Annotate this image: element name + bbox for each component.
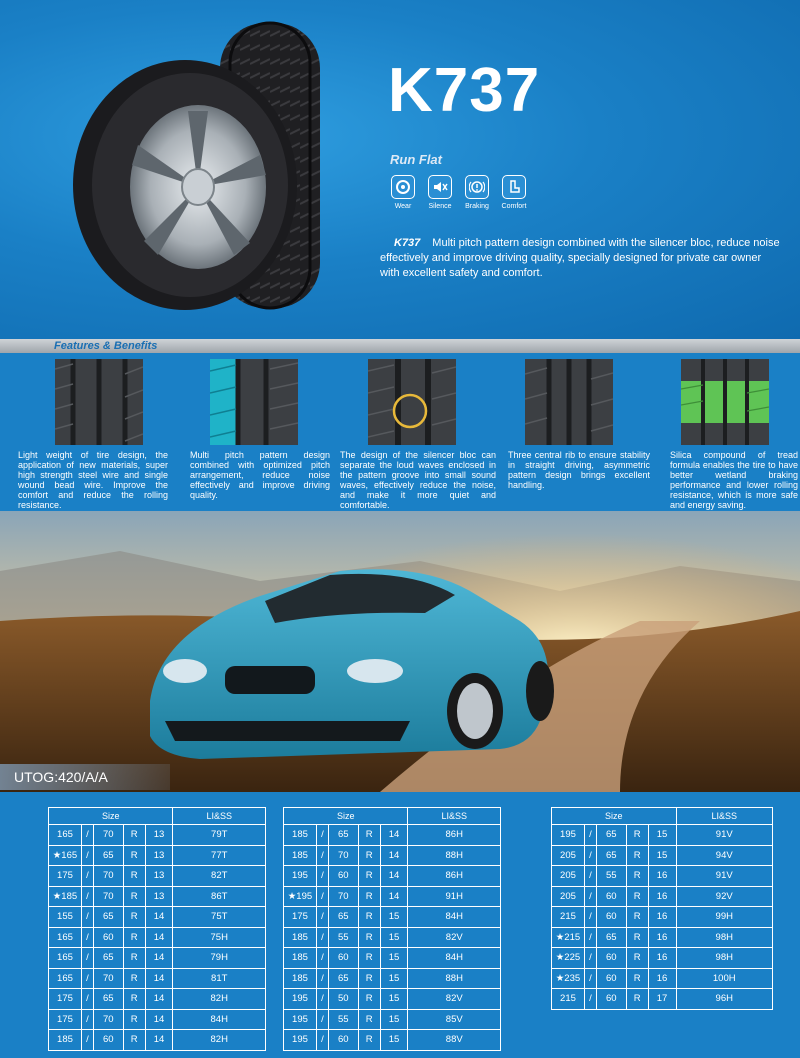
description-model-code: K737 [394, 237, 421, 249]
table-cell: / [584, 886, 596, 907]
comfort-icon [502, 175, 526, 199]
table-cell: 91H [408, 886, 501, 907]
table-cell: 70 [93, 866, 123, 887]
description-text: Multi pitch pattern design combined with the silencer bloc, reduce noise effectively and improve driving quality, specially designed for private car owner with excellent safety and comfort. [380, 237, 780, 279]
table-cell: 65 [328, 825, 358, 846]
table-cell: 185 [49, 1030, 82, 1051]
table-cell: / [316, 886, 328, 907]
table-cell: R [626, 948, 648, 969]
table-cell: 65 [93, 845, 123, 866]
table-cell: 195 [284, 989, 317, 1010]
table-cell: 60 [596, 948, 626, 969]
table-cell: 82H [173, 1030, 266, 1051]
table-cell: 185 [284, 968, 317, 989]
table-row [49, 866, 266, 887]
table-cell: / [81, 1009, 93, 1030]
table-cell: 70 [93, 886, 123, 907]
table-cell: 15 [380, 927, 408, 948]
table-row [49, 927, 266, 948]
table-row [284, 968, 501, 989]
table-cell: 86H [408, 825, 501, 846]
table-cell: 50 [328, 989, 358, 1010]
table-cell: R [626, 927, 648, 948]
table-cell: 65 [93, 989, 123, 1010]
table-cell: 13 [145, 825, 173, 846]
table-cell: R [123, 1009, 145, 1030]
table-cell: R [358, 825, 380, 846]
table-cell: / [584, 989, 596, 1010]
table-cell: ★215 [552, 927, 585, 948]
table-cell: 14 [145, 907, 173, 928]
table-cell: 195 [284, 866, 317, 887]
table-cell: / [81, 1030, 93, 1051]
table-row [49, 948, 266, 969]
feature-2-tread-image [210, 359, 298, 445]
wear-icon [391, 175, 415, 199]
table-cell: 55 [328, 927, 358, 948]
table-cell: R [123, 1030, 145, 1051]
table-cell: / [584, 927, 596, 948]
table-cell: R [123, 825, 145, 846]
table-cell: / [81, 968, 93, 989]
table-cell: R [358, 948, 380, 969]
feature-3-text: The design of the silencer bloc can separate the loud waves enclosed in the pattern groove into small sound waves, effectively reduce the noise, and make it more quiet and comfortable. [340, 450, 496, 510]
table-cell: 65 [596, 825, 626, 846]
table-cell: 175 [49, 866, 82, 887]
table-row [552, 886, 773, 907]
table-cell: / [81, 825, 93, 846]
table-cell: R [626, 866, 648, 887]
table-row [284, 1030, 501, 1051]
size-table-2 [283, 807, 501, 1051]
table-cell: 65 [328, 907, 358, 928]
table-cell: 84H [408, 907, 501, 928]
performance-wear: Wear [388, 175, 418, 210]
table-row [49, 1009, 266, 1030]
table-cell: 86T [173, 886, 266, 907]
table-cell: 60 [596, 886, 626, 907]
table-cell: R [123, 927, 145, 948]
utog-text: UTOG:420/A/A [14, 769, 108, 785]
table-cell: 60 [328, 866, 358, 887]
table-cell: 165 [49, 948, 82, 969]
table-cell: 15 [648, 825, 676, 846]
size-header: Size [552, 808, 677, 825]
table-cell: 99H [676, 907, 773, 928]
model-title: K737 [388, 56, 541, 125]
table-cell: / [316, 968, 328, 989]
table-cell: / [81, 907, 93, 928]
table-cell: 96H [676, 989, 773, 1010]
table-row [552, 866, 773, 887]
table-row [284, 907, 501, 928]
table-cell: / [81, 845, 93, 866]
table-cell: 14 [380, 866, 408, 887]
table-cell: 14 [380, 845, 408, 866]
table-cell: 79H [173, 948, 266, 969]
table-row [49, 989, 266, 1010]
table-cell: 215 [552, 989, 585, 1010]
table-cell: 15 [380, 907, 408, 928]
table-row [552, 948, 773, 969]
table-row [49, 907, 266, 928]
table-cell: 16 [648, 968, 676, 989]
performance-icons [388, 175, 529, 210]
table-cell: 14 [145, 927, 173, 948]
table-cell: / [81, 886, 93, 907]
table-row [284, 825, 501, 846]
table-cell: 195 [284, 1009, 317, 1030]
car-photo [0, 511, 800, 792]
table-cell: 82T [173, 866, 266, 887]
table-cell: / [316, 1030, 328, 1051]
table-cell: / [81, 989, 93, 1010]
table-cell: 60 [93, 1030, 123, 1051]
table-cell: ★185 [49, 886, 82, 907]
table-cell: 14 [145, 1030, 173, 1051]
table-cell: 15 [380, 1030, 408, 1051]
table-cell: / [584, 948, 596, 969]
table-cell: R [358, 886, 380, 907]
table-cell: 175 [49, 1009, 82, 1030]
table-cell: 205 [552, 845, 585, 866]
size-header: Size [284, 808, 408, 825]
table-cell: 84H [173, 1009, 266, 1030]
table-cell: 98H [676, 927, 773, 948]
table-row [49, 886, 266, 907]
table-cell: 88H [408, 968, 501, 989]
feature-3-tread-image [368, 359, 456, 445]
table-cell: 185 [284, 948, 317, 969]
table-row [284, 845, 501, 866]
table-cell: R [123, 968, 145, 989]
performance-comfort: Comfort [499, 175, 529, 210]
feature-5-text: Silica compound of tread formula enables the tire to have better wetland braking performance and lower rolling resistance, which is more safe and energy saving. [670, 450, 798, 510]
table-cell: 175 [49, 989, 82, 1010]
feature-4-tread-image [525, 359, 613, 445]
table-cell: 195 [552, 825, 585, 846]
table-cell: R [358, 1009, 380, 1030]
table-cell: 17 [648, 989, 676, 1010]
feature-1-text: Light weight of tire design, the application of new materials, super high strength steel wire and single wound bead wire. Improve the comfort and reduce the rolling resistance. [18, 450, 168, 510]
performance-silence: Silence [425, 175, 455, 210]
table-cell: 13 [145, 866, 173, 887]
hero-section [0, 0, 800, 340]
table-cell: R [626, 886, 648, 907]
table-row [552, 907, 773, 928]
table-row [552, 825, 773, 846]
table-cell: 15 [380, 1009, 408, 1030]
table-cell: / [316, 866, 328, 887]
table-cell: 60 [328, 948, 358, 969]
table-cell: R [358, 866, 380, 887]
table-cell: 165 [49, 825, 82, 846]
product-description [380, 236, 780, 281]
table-cell: 65 [596, 927, 626, 948]
table-cell: 84H [408, 948, 501, 969]
table-cell: / [81, 866, 93, 887]
table-cell: / [584, 968, 596, 989]
size-table-3 [551, 807, 773, 1010]
table-row [49, 845, 266, 866]
table-cell: 98H [676, 948, 773, 969]
table-row [49, 1030, 266, 1051]
table-cell: R [123, 886, 145, 907]
table-cell: 82V [408, 927, 501, 948]
table-row [49, 968, 266, 989]
table-row [284, 989, 501, 1010]
table-cell: / [316, 907, 328, 928]
table-cell: 13 [145, 886, 173, 907]
table-cell: 91V [676, 825, 773, 846]
table-cell: 60 [596, 907, 626, 928]
table-row [284, 948, 501, 969]
table-cell: 60 [596, 968, 626, 989]
table-cell: R [123, 948, 145, 969]
table-cell: 65 [328, 968, 358, 989]
tire-illustration [70, 15, 360, 315]
table-cell: R [358, 989, 380, 1010]
table-cell: 60 [328, 1030, 358, 1051]
table-cell: 60 [596, 989, 626, 1010]
table-row [49, 825, 266, 846]
table-row [284, 927, 501, 948]
table-cell: 215 [552, 907, 585, 928]
table-cell: 81T [173, 968, 266, 989]
table-cell: 155 [49, 907, 82, 928]
table-cell: 75H [173, 927, 266, 948]
table-row [552, 989, 773, 1010]
table-cell: / [316, 825, 328, 846]
table-cell: / [584, 845, 596, 866]
performance-braking: Braking [462, 175, 492, 210]
table-cell: R [123, 907, 145, 928]
table-cell: 185 [284, 927, 317, 948]
table-cell: / [584, 825, 596, 846]
table-cell: 205 [552, 886, 585, 907]
table-cell: 185 [284, 825, 317, 846]
table-cell: 14 [380, 825, 408, 846]
table-cell: 85V [408, 1009, 501, 1030]
table-cell: 185 [284, 845, 317, 866]
table-cell: 14 [145, 948, 173, 969]
feature-4-text: Three central rib to ensure stability in straight driving, asymmetric pattern design brings excellent handling. [508, 450, 650, 490]
table-cell: R [626, 907, 648, 928]
table-cell: 14 [145, 989, 173, 1010]
silence-icon [428, 175, 452, 199]
utog-badge [0, 764, 170, 790]
run-flat-subtitle: Run Flat [390, 152, 442, 167]
table-cell: 16 [648, 866, 676, 887]
table-cell: 82V [408, 989, 501, 1010]
table-cell: 88H [408, 845, 501, 866]
table-cell: 94V [676, 845, 773, 866]
table-header-row [284, 808, 501, 825]
table-cell: 65 [596, 845, 626, 866]
table-cell: 165 [49, 968, 82, 989]
table-cell: 165 [49, 927, 82, 948]
table-cell: 86H [408, 866, 501, 887]
table-cell: / [584, 866, 596, 887]
table-cell: 65 [93, 948, 123, 969]
table-cell: 92V [676, 886, 773, 907]
table-cell: 55 [596, 866, 626, 887]
table-cell: ★235 [552, 968, 585, 989]
table-cell: 55 [328, 1009, 358, 1030]
table-cell: 70 [93, 825, 123, 846]
table-cell: 16 [648, 948, 676, 969]
table-cell: 15 [380, 968, 408, 989]
braking-icon [465, 175, 489, 199]
size-tables-section [0, 792, 800, 1058]
liss-header: LI&SS [408, 808, 501, 825]
table-cell: R [358, 907, 380, 928]
table-header-row [552, 808, 773, 825]
table-cell: 77T [173, 845, 266, 866]
size-header: Size [49, 808, 173, 825]
table-cell: / [316, 948, 328, 969]
features-title: Features & Benefits [54, 340, 158, 352]
table-cell: 100H [676, 968, 773, 989]
table-cell: / [316, 989, 328, 1010]
table-cell: 70 [93, 1009, 123, 1030]
table-cell: / [81, 927, 93, 948]
table-row [284, 1009, 501, 1030]
table-cell: / [81, 948, 93, 969]
table-cell: 13 [145, 845, 173, 866]
table-cell: 205 [552, 866, 585, 887]
table-cell: 16 [648, 886, 676, 907]
table-cell: 91V [676, 866, 773, 887]
table-cell: 79T [173, 825, 266, 846]
table-cell: / [316, 1009, 328, 1030]
table-row [284, 886, 501, 907]
table-cell: 70 [93, 968, 123, 989]
table-cell: 60 [93, 927, 123, 948]
table-cell: R [358, 845, 380, 866]
table-cell: / [316, 845, 328, 866]
table-cell: ★165 [49, 845, 82, 866]
table-cell: 15 [380, 989, 408, 1010]
table-row [552, 927, 773, 948]
table-cell: R [358, 1030, 380, 1051]
table-cell: / [584, 907, 596, 928]
table-row [552, 845, 773, 866]
table-cell: / [316, 927, 328, 948]
table-cell: R [123, 989, 145, 1010]
table-cell: R [358, 968, 380, 989]
table-cell: 65 [93, 907, 123, 928]
table-cell: 15 [380, 948, 408, 969]
table-cell: ★195 [284, 886, 317, 907]
feature-1-tread-image [55, 359, 143, 445]
liss-header: LI&SS [173, 808, 266, 825]
table-cell: 14 [380, 886, 408, 907]
table-cell: R [626, 825, 648, 846]
table-cell: 15 [648, 845, 676, 866]
table-cell: 70 [328, 886, 358, 907]
table-cell: R [358, 927, 380, 948]
table-row [284, 866, 501, 887]
liss-header: LI&SS [676, 808, 773, 825]
feature-5-tread-image [681, 359, 769, 445]
features-section [0, 353, 800, 511]
table-cell: R [626, 989, 648, 1010]
table-row [552, 968, 773, 989]
table-cell: 88V [408, 1030, 501, 1051]
table-cell: R [123, 845, 145, 866]
table-cell: 14 [145, 968, 173, 989]
table-header-row [49, 808, 266, 825]
table-cell: 75T [173, 907, 266, 928]
table-cell: 14 [145, 1009, 173, 1030]
table-cell: R [123, 866, 145, 887]
table-cell: 195 [284, 1030, 317, 1051]
table-cell: 175 [284, 907, 317, 928]
table-cell: 82H [173, 989, 266, 1010]
table-cell: 70 [328, 845, 358, 866]
table-cell: ★225 [552, 948, 585, 969]
table-cell: R [626, 845, 648, 866]
table-cell: 16 [648, 927, 676, 948]
table-cell: 16 [648, 907, 676, 928]
table-cell: R [626, 968, 648, 989]
feature-2-text: Multi pitch pattern design combined with optimized pitch arrangement, reduce noise effectively and improve driving quality. [190, 450, 330, 500]
size-table-1 [48, 807, 266, 1051]
